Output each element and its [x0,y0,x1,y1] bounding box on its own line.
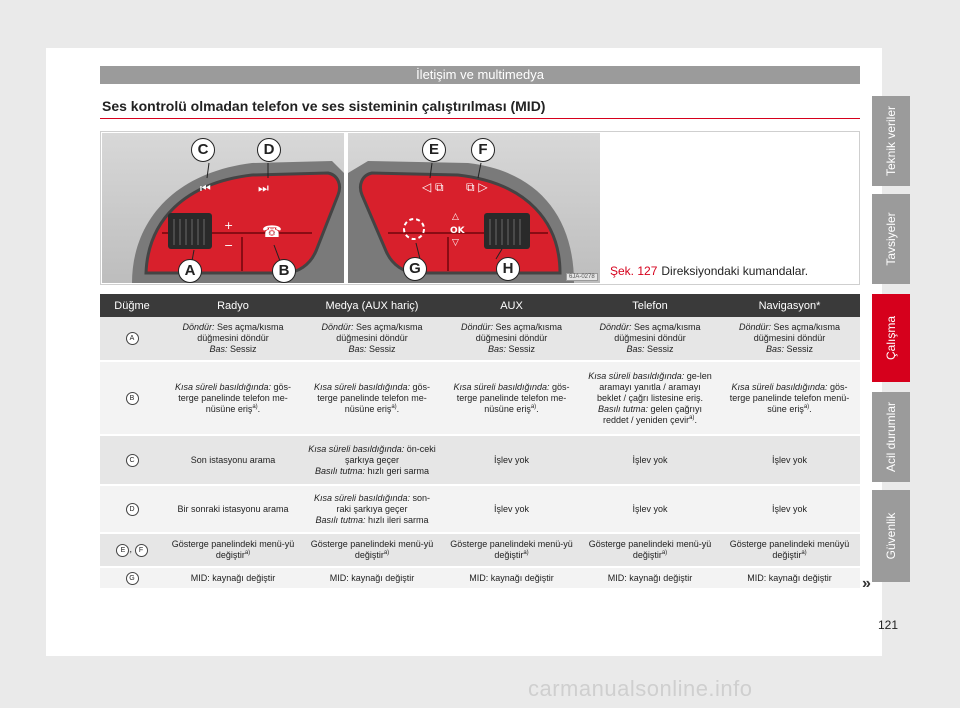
callout-c: C [191,138,215,162]
table-header-row [100,294,860,317]
table-cell: Kısa süreli basıldığında: son-raki şarkıya geçer Basılı tutma: hızlı ileri sarma [302,485,442,533]
key-cell [100,361,164,435]
side-tab-tavsiyeler[interactable] [872,194,910,284]
side-tab-label: Acil durumlar [884,401,898,473]
col-header: AUX [442,294,581,317]
title-divider [100,118,860,119]
table-cell: MID: kaynağı değiştir [719,567,860,589]
svg-text:−: − [224,239,234,252]
page-title: Ses kontrolü olmadan telefon ve ses sisteminin çalıştırılması (MID) [102,98,546,114]
table-cell: MID: kaynağı değiştir [302,567,442,589]
col-header: Düğme [100,294,164,317]
figure-caption-text: Direksiyondaki kumandalar. [661,264,809,278]
svg-text:▽: ▽ [452,238,459,248]
svg-text:OK: OK [450,226,465,236]
callout-h: H [496,257,520,281]
svg-text:△: △ [452,212,459,222]
figure-code: 6JA-0278 [566,273,598,281]
key-badge: C [126,454,139,467]
table-row [100,317,860,361]
col-header: Navigasyon* [719,294,860,317]
table-cell: Bir sonraki istasyonu arama [164,485,302,533]
figure-number: Şek. 127 [610,264,658,278]
table-cell: İşlev yok [719,485,860,533]
table-cell: Son istasyonu arama [164,435,302,485]
key-cell: E , F [100,533,164,567]
table-cell: Gösterge panelindeki menü-yü değiştir$^{a)}$ [164,533,302,567]
key-cell [100,435,164,485]
table-cell: Döndür: Ses açma/kısma düğmesini döndür Bas: Sessiz [719,317,860,361]
key-badge: F [135,544,148,557]
table-cell: İşlev yok [719,435,860,485]
col-header: Medya (AUX hariç) [302,294,442,317]
svg-text:⏮: ⏮ [200,181,211,195]
table-cell: Kısa süreli basıldığında: gös-terge panelinde telefon me-nüsüne eriş$^{a)}$. [442,361,581,435]
key-cell [100,317,164,361]
table-row [100,533,860,567]
table-cell: İşlev yok [442,435,581,485]
side-tab-label: Çalışma [884,315,898,361]
svg-text:⧉ ▷: ⧉ ▷ [466,180,488,194]
svg-text:+: + [224,219,234,232]
controls-table [100,294,860,590]
table-cell: Döndür: Ses açma/kısma düğmesini döndür Bas: Sessiz [164,317,302,361]
key-cell [100,485,164,533]
svg-text:◁ ⧉: ◁ ⧉ [422,180,444,194]
table-cell: Döndür: Ses açma/kısma düğmesini döndür Bas: Sessiz [302,317,442,361]
table-cell: MID: kaynağı değiştir [442,567,581,589]
callout-g: G [403,257,427,281]
callout-d: D [257,138,281,162]
side-tab-teknik-veriler[interactable] [872,96,910,186]
figure-caption [610,264,808,278]
table-cell: Döndür: Ses açma/kısma düğmesini döndür Bas: Sessiz [581,317,719,361]
key-badge: A [126,332,139,345]
table-row [100,485,860,533]
side-tab-guvenlik[interactable] [872,490,910,582]
key-badge: E [116,544,129,557]
watermark: carmanualsonline.info [528,676,753,701]
table-cell: MID: kaynağı değiştir [164,567,302,589]
table-row [100,435,860,485]
side-tab-label: Tavsiyeler [884,212,898,266]
table-cell: MID: kaynağı değiştir [581,567,719,589]
svg-text:⏭: ⏭ [258,181,269,195]
svg-text:☎: ☎ [262,222,282,241]
side-tab-label: Güvenlik [884,512,898,560]
key-badge: G [126,572,139,585]
steering-left-photo [102,133,344,283]
col-header: Telefon [581,294,719,317]
side-tab-acil-durumlar[interactable] [872,392,910,482]
table-row [100,567,860,589]
side-tab-calisma[interactable] [872,294,910,382]
table-cell: Döndür: Ses açma/kısma düğmesini döndür Bas: Sessiz [442,317,581,361]
continue-arrow-icon: » [862,575,871,592]
table-cell: İşlev yok [581,435,719,485]
callout-e: E [422,138,446,162]
key-badge: B [126,392,139,405]
table-cell: Kısa süreli basıldığında: ön-ceki şarkıya geçer Basılı tutma: hızlı geri sarma [302,435,442,485]
table-cell: Kısa süreli basıldığında: gös-terge panelinde telefon me-nüsüne eriş$^{a)}$. [302,361,442,435]
table-cell: Gösterge panelindeki menüyü değiştir$^{a)}$ [719,533,860,567]
callout-a: A [178,259,202,283]
table-cell: Gösterge panelindeki menü-yü değiştir$^{a)}$ [302,533,442,567]
section-header: İletişim ve multimedya [100,66,860,84]
table-cell: Kısa süreli basıldığında: ge-len aramayı yanıtla / aramayı beklet / çağrı listesine eriş. Basılı tutma: gelen çağrıyı reddet / yeniden çevir$^{a)}$. [581,361,719,435]
table-cell: Kısa süreli basıldığında: gös-terge panelinde telefon me-nüsüne eriş$^{a)}$. [164,361,302,435]
col-header: Radyo [164,294,302,317]
table-cell: İşlev yok [442,485,581,533]
table-cell: Gösterge panelindeki menü-yü değiştir$^{a)}$ [442,533,581,567]
side-tab-label: Teknik veriler [884,105,898,177]
key-badge: D [126,503,139,516]
callout-b: B [272,259,296,283]
table-cell: İşlev yok [581,485,719,533]
table-cell: Kısa süreli basıldığında: gös-terge panelinde telefon menü-süne eriş$^{a)}$. [719,361,860,435]
key-cell [100,567,164,589]
table-cell: Gösterge panelindeki menü-yü değiştir$^{a)}$ [581,533,719,567]
page-number: 121 [878,618,899,632]
table-row [100,361,860,435]
callout-f: F [471,138,495,162]
